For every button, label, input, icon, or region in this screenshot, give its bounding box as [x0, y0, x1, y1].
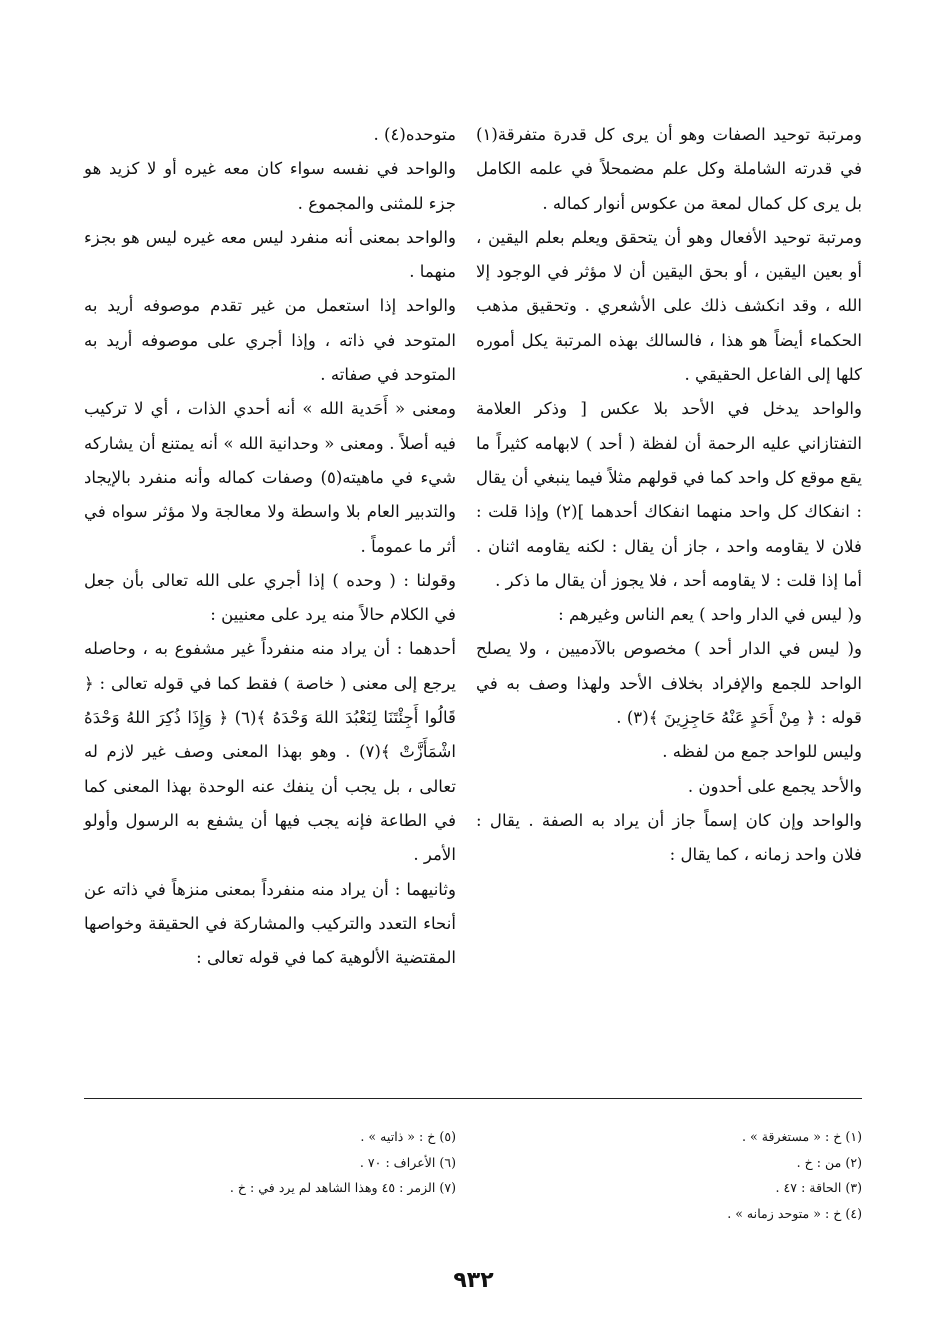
paragraph: و( ليس في الدار أحد ) مخصوص بالآدميين ، ولا يصلح الواحد للجمع والإفراد بخلاف الأحد ولهذا وصف به في قوله : ﴿ مِنْ أَحَدٍ عَنْهُ حَاجِزِينَ ﴾(٣) . — [476, 639, 862, 728]
paragraph: ومرتبة توحيد الأفعال وهو أن يتحقق ويعلم بعلم اليقين ، أو بعين اليقين ، أو بحق اليقين أن لا مؤثر في الوجود إلا الله ، وقد انكشف ذلك على الأشعري . وتحقيق مذهب الحكماء أيضاً هو هذا ، فالسالك بهذه المرتبة يكل أموره كلها إلى الفاعل الحقيقي . — [476, 227, 862, 385]
paragraph: أحدهما : أن يراد منه منفرداً غير مشفوع به ، وحاصله يرجع إلى معنى ( خاصة ) فقط كما في قوله تعالى : ﴿ قَالُوا أَجِئْتَنَا لِنَعْبُدَ اللهَ وَحْدَهُ ﴾(٦) ﴿ وَإِذَا ذُكِرَ اللهُ وَحْدَهُ اشْمَأَزَّتْ ﴾(٧) . وهو بهذا المعنى وصف غير لازم له تعالى ، بل يجب أن ينفك عنه الوحدة بهذا المعنى كما في الطاعة فإنه يجب فيها أن يشفع به الرسول وأولو الأمر . — [84, 639, 456, 865]
footnote-separator — [84, 1098, 862, 1099]
paragraph: وثانيهما : أن يراد منه منفرداً بمعنى منزهاً في ذاته عن أنحاء التعدد والتركيب والمشاركة في الحقيقة وخواصها المقتضية الألوهية كما في قوله تعالى : — [84, 879, 456, 968]
right-text-column — [476, 118, 862, 873]
footnote: (٦) الأعراف : ٧٠ . — [359, 1154, 456, 1170]
footnote: (٤) خ : « متوحد زمانه » . — [727, 1205, 862, 1221]
paragraph: والواحد إذا استعمل من غير تقدم موصوفه أريد به المتوحد في ذاته ، وإذا أجري على موصوفه أريد به المتوحد في صفاته . — [84, 296, 456, 385]
footnote: (٧) الزمر : ٤٥ وهذا الشاهد لم يرد في : خ . — [229, 1180, 456, 1195]
footnotes-left — [140, 1124, 456, 1201]
paragraph: وقولنا : ( وحده ) إذا أجري على الله تعالى بأن جعل في الكلام حالاً منه يرد على معنيين : — [84, 570, 456, 625]
paragraph: والواحد في نفسه سواء كان معه غيره أو لا كزيد هو جزء للمثنى والمجموع . — [84, 159, 456, 213]
paragraph: والواحد وإن كان إسماً جاز أن يراد به الصفة . يقال : فلان واحد زمانه ، كما يقال : — [476, 810, 862, 865]
paragraph: و( ليس في الدار واحد ) يعم الناس وغيرهم : — [558, 605, 862, 625]
paragraph: متوحده(٤) . — [373, 125, 456, 144]
footnote: (٢) من : خ . — [796, 1154, 862, 1170]
page-number: ٩٣٢ — [453, 1268, 494, 1293]
footnote: (١) خ : « مستغرقة » . — [742, 1129, 862, 1144]
paragraph: ومرتبة توحيد الصفات وهو أن يرى كل قدرة متفرقة(١) في قدرته الشاملة وكل علم مضمحلاً في علمه الكامل بل يرى كل كمال لمعة من عكوس أنوار كماله . — [476, 125, 862, 213]
left-text-column — [84, 118, 456, 975]
paragraph: ومعنى « أَحَدية الله » أنه أحدي الذات ، أي لا تركيب فيه أصلاً . ومعنى « وحدانية الله » أنه يمتنع أن يشاركه شيء في ماهيته(٥) وصفات كماله وأنه منفرد بالإيجاد والتدبير العام بلا واسطة ولا معالجة ولا مؤثر سواه في أثر ما عموماً . — [84, 399, 456, 556]
paragraph: والواحد بمعنى أنه منفرد ليس معه غيره ليس هو بجزء منهما . — [84, 227, 456, 282]
footnote: (٣) الحاقة : ٤٧ . — [775, 1180, 862, 1195]
paragraph: والأحد يجمع على أحدون . — [687, 776, 862, 796]
paragraph: والواحد يدخل في الأحد بلا عكس [ وذكر العلامة التفتازاني عليه الرحمة أن لفظة ( أحد ) لابهامه كثيراً ما يقع موقع كل واحد كما في قولهم مثلاً فيما ينبغي أن يقال : انفكاك كل واحد منهما انفكاك أحدهما ](٢) وإذا قلت : فلان لا يقاومه واحد ، جاز أن يقال : لكنه يقاومه اثنان . أما إذا قلت : لا يقاومه أحد ، فلا يجوز أن يقال ما ذكر . — [476, 399, 862, 590]
footnote: (٥) خ : « ذاتيه » . — [360, 1129, 456, 1144]
paragraph: وليس للواحد جمع من لفظه . — [662, 742, 862, 762]
footnotes-right — [500, 1124, 862, 1226]
